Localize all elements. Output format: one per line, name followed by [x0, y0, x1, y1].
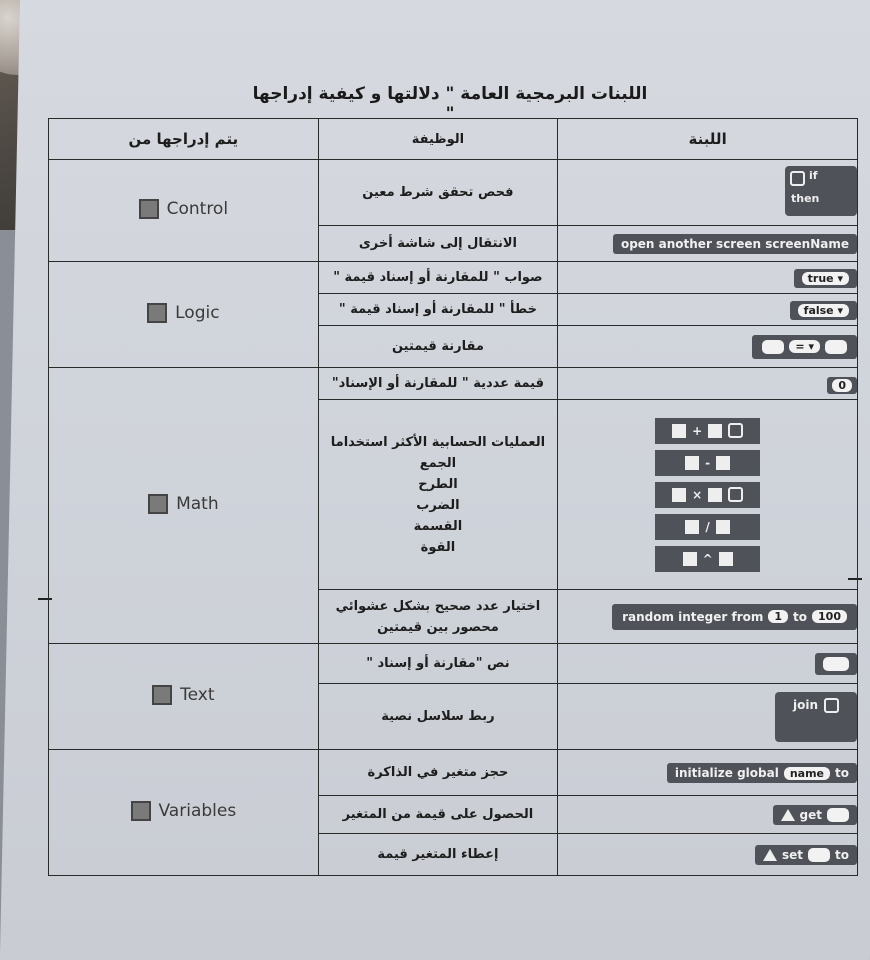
math-op-subtract: الطرح: [418, 476, 458, 492]
drawer-cell-control: [49, 160, 319, 262]
block-label: 0: [832, 379, 852, 392]
function-cell: فحص تحقق شرط معين: [318, 160, 558, 226]
true-block: [794, 269, 857, 288]
block-cell: [558, 226, 858, 262]
checkbox-icon: [131, 801, 151, 821]
checkbox-icon: [139, 199, 159, 219]
input-slot: [762, 340, 784, 354]
drawer-name: Variables: [158, 800, 237, 821]
block-cell: [558, 750, 858, 796]
block-label: set: [781, 847, 804, 862]
input-slot: [672, 424, 686, 438]
then-label: then: [791, 191, 820, 205]
number-block: [827, 377, 857, 394]
warning-icon: [763, 849, 777, 861]
drawer-label: [131, 801, 237, 821]
block-cell: [558, 368, 858, 400]
operator-label: ×: [692, 487, 703, 502]
drawer-cell-variables: [49, 750, 319, 876]
block-cell: [558, 590, 858, 644]
random-func-line-1: اختيار عدد صحيح بشكل عشوائي: [335, 598, 541, 614]
set-block: [755, 845, 857, 865]
checkbox-icon: [148, 494, 168, 514]
table-row: [49, 750, 858, 796]
function-cell: خطأ " للمقارنة أو إسناد قيمة ": [318, 294, 558, 326]
gear-icon: [790, 171, 805, 186]
block-cell: [558, 796, 858, 834]
block-cell: [558, 400, 858, 590]
gear-icon: [824, 698, 839, 713]
block-cell: [558, 644, 858, 684]
drawer-label: [152, 685, 214, 705]
drawer-cell-logic: [49, 262, 319, 368]
math-ops-title: العمليات الحسابية الأكثر استخداما: [330, 434, 546, 450]
input-slot: [716, 456, 730, 470]
compare-block: [752, 335, 857, 359]
get-block: [773, 805, 857, 825]
input-slot: [827, 808, 849, 822]
block-label: true ▾: [802, 272, 849, 285]
input-slot: [683, 552, 697, 566]
block-cell: [558, 262, 858, 294]
block-cell: [558, 160, 858, 226]
power-block: [655, 546, 760, 572]
table-header-row: [49, 119, 858, 160]
block-label: open another screen screenName: [620, 237, 849, 251]
to-value: 100: [812, 610, 847, 623]
join-block: [775, 692, 857, 742]
function-cell: إعطاء المتغير قيمة: [318, 834, 558, 876]
function-cell: صواب " للمقارنة أو إسناد قيمة ": [318, 262, 558, 294]
checkbox-icon: [147, 303, 167, 323]
input-slot: [708, 488, 722, 502]
false-block: [790, 301, 857, 320]
gear-icon: [728, 423, 743, 438]
random-integer-block: [612, 604, 857, 630]
add-block: [655, 418, 760, 444]
drawer-cell-math: [49, 368, 319, 644]
block-label: false ▾: [798, 304, 849, 317]
math-op-power: القوة: [420, 539, 456, 555]
function-cell: الانتقال إلى شاشة أخرى: [318, 226, 558, 262]
math-op-multiply: الضرب: [416, 497, 460, 513]
function-cell: الحصول على قيمة من المتغير: [318, 796, 558, 834]
to-label: to: [793, 609, 808, 624]
table-row: [49, 160, 858, 226]
drawer-cell-text: [49, 644, 319, 750]
table-row: [49, 368, 858, 400]
function-cell: قيمة عددية " للمقارنة أو الإسناد": [318, 368, 558, 400]
function-cell: نص "مقارنة أو إسناد ": [318, 644, 558, 684]
if-then-block: [785, 166, 857, 216]
input-slot: [825, 340, 847, 354]
function-cell: [318, 590, 558, 644]
drawer-name: Logic: [175, 302, 220, 323]
table-row: [49, 644, 858, 684]
input-slot: [708, 424, 722, 438]
warning-icon: [781, 809, 795, 821]
block-cell: [558, 326, 858, 368]
if-label: if: [809, 168, 818, 182]
operator-label: +: [692, 423, 703, 438]
table-row: [49, 262, 858, 294]
drawer-name: Control: [166, 198, 229, 219]
input-slot: [716, 520, 730, 534]
block-label: initialize global: [674, 766, 779, 780]
input-slot: [719, 552, 733, 566]
block-label: random integer from: [622, 609, 764, 624]
variable-name: name: [784, 767, 830, 780]
function-cell: ربط سلاسل نصية: [318, 684, 558, 750]
divide-block: [655, 514, 760, 540]
page-title: اللبنات البرمجية العامة " دلالتها و كيفية إدراجها ": [252, 84, 648, 124]
math-op-divide: القسمة: [413, 518, 463, 534]
header-drawer: يتم إدراجها من: [49, 119, 319, 160]
checkbox-icon: [152, 685, 172, 705]
drawer-label: [148, 494, 219, 514]
subtract-block: [655, 450, 760, 476]
drawer-label: [147, 303, 219, 323]
operator-label: /: [705, 519, 710, 534]
block-cell: [558, 294, 858, 326]
to-label: to: [835, 847, 849, 862]
math-op-add: الجمع: [419, 455, 457, 471]
input-slot: [685, 456, 699, 470]
operator-label: -: [705, 455, 711, 470]
open-screen-block: [613, 234, 857, 254]
text-block: [815, 653, 857, 675]
operator-label: = ▾: [789, 340, 820, 353]
initialize-global-block: [667, 763, 857, 783]
input-slot: [685, 520, 699, 534]
function-cell: حجز متغير في الذاكرة: [318, 750, 558, 796]
function-cell: [318, 400, 558, 590]
blocks-table: [48, 118, 858, 876]
from-value: 1: [768, 610, 788, 623]
operator-label: ^: [702, 551, 713, 566]
input-slot: [672, 488, 686, 502]
function-cell: مقارنة قيمتين: [318, 326, 558, 368]
math-blocks: [558, 415, 857, 575]
block-label: join: [793, 697, 819, 712]
drawer-name: Text: [180, 684, 215, 705]
multiply-block: [655, 482, 760, 508]
to-label: to: [835, 766, 849, 780]
drawer-label: [139, 199, 228, 219]
gear-icon: [728, 487, 743, 502]
header-block: اللبنة: [558, 119, 858, 160]
header-function: الوظيفة: [318, 119, 558, 160]
input-slot: [808, 848, 830, 862]
block-label: get: [799, 807, 822, 822]
block-cell: [558, 684, 858, 750]
text-slot: [823, 657, 849, 671]
random-func-line-2: محصور بين قيمتين: [377, 619, 499, 635]
drawer-name: Math: [176, 493, 219, 514]
block-cell: [558, 834, 858, 876]
